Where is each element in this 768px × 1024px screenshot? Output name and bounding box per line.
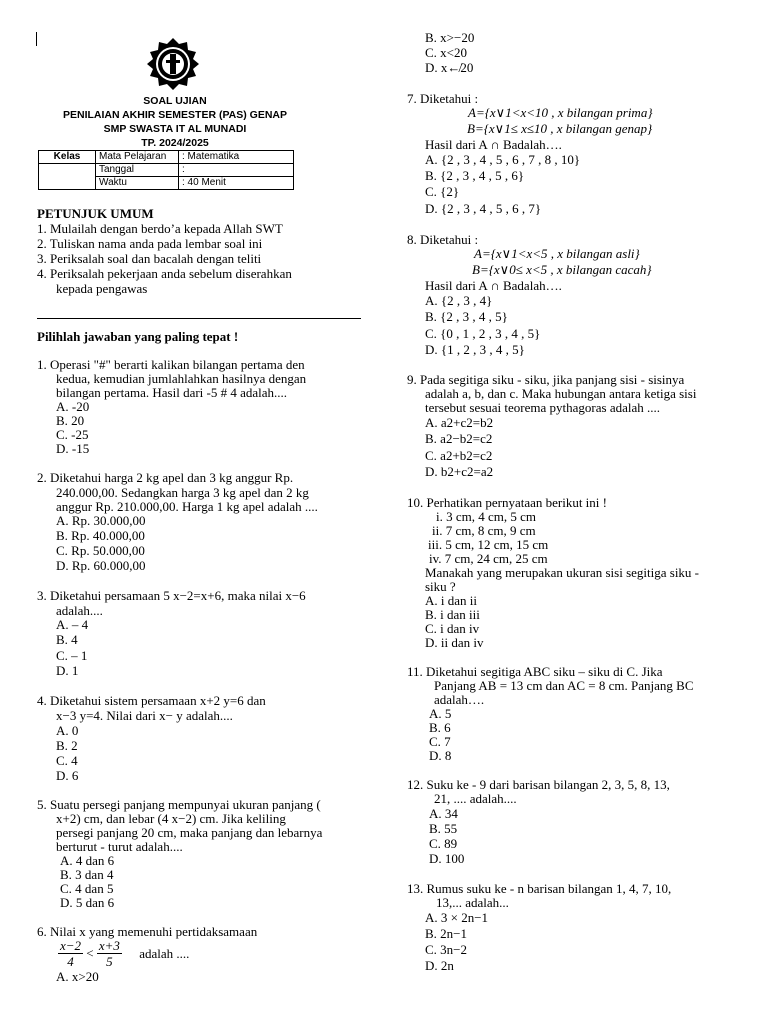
q12-option[interactable]: A. 34 [429, 806, 458, 821]
q1-option[interactable]: B. 20 [56, 413, 85, 428]
mapel-value: : Matematika [179, 151, 294, 164]
petunjuk-item: 2. Tuliskan nama anda pada lembar soal ini [37, 236, 263, 251]
page-margin-mark [36, 32, 37, 46]
q8-option[interactable]: D. {1 , 2 , 3 , 4 , 5} [425, 342, 525, 357]
q5-option[interactable]: A. 4 dan 6 [60, 853, 115, 868]
q4-stem: 4. Diketahui sistem persamaan x+2 y=6 dan [37, 693, 266, 708]
q6-frac1-den: 4 [67, 954, 74, 969]
q1-option[interactable]: C. -25 [56, 427, 89, 442]
q2-option[interactable]: C. Rp. 50.000,00 [56, 543, 145, 558]
q8-set-a: A={x∨1<x<5 , x bilangan asli} [474, 246, 640, 261]
q7-option[interactable]: D. {2 , 3 , 4 , 5 , 6 , 7} [425, 201, 542, 216]
q4-option[interactable]: B. 2 [56, 738, 78, 753]
q8-stem: 8. Diketahui : [407, 232, 479, 247]
kelas-value [39, 164, 96, 190]
q6-option[interactable]: C. x<20 [425, 45, 468, 60]
q8-set-b: B={x∨0≤ x<5 , x bilangan cacah} [472, 262, 652, 277]
q2-option[interactable]: B. Rp. 40.000,00 [56, 528, 145, 543]
q10-stem: siku ? [425, 579, 456, 594]
q9-stem: 9. Pada segitiga siku - siku, jika panjang sisi - sisinya [407, 372, 685, 387]
q6-operator: < [86, 945, 94, 961]
q9-stem: tersebut sesuai teorema pythagoras adalah .... [425, 400, 660, 415]
exam-info-table [38, 150, 294, 190]
q8-option[interactable]: B. {2 , 3 , 4 , 5} [425, 309, 508, 324]
q7-set-a: A={x∨1<x<10 , x bilangan prima} [468, 105, 653, 120]
q13-option[interactable]: B. 2n−1 [425, 926, 468, 941]
q12-stem: 12. Suku ke - 9 dari barisan bilangan 2, 3, 5, 8, 13, [407, 777, 670, 792]
q10-statement: iv. 7 cm, 24 cm, 25 cm [429, 551, 548, 566]
q2-stem: 240.000,00. Sedangkan harga 3 kg apel dan 2 kg [56, 485, 309, 500]
q2-option[interactable]: D. Rp. 60.000,00 [56, 558, 146, 573]
q1-stem: 1. Operasi "#" berarti kalikan bilangan pertama den [37, 357, 305, 372]
q11-option[interactable]: D. 8 [429, 748, 452, 763]
q5-stem: berturut - turut adalah.... [56, 839, 183, 854]
q5-option[interactable]: B. 3 dan 4 [60, 867, 114, 882]
q6-option[interactable]: D. x↚20 [425, 60, 474, 75]
q9-stem: adalah a, b, dan c. Maka hubungan antara ketiga sisi [425, 386, 697, 401]
tanggal-value: : [179, 164, 294, 177]
q10-stem: 10. Perhatikan pernyataan berikut ini ! [407, 495, 607, 510]
q3-option[interactable]: C. – 1 [56, 648, 88, 663]
waktu-value: : 40 Menit [179, 177, 294, 190]
q13-stem: 13,... adalah... [436, 895, 509, 910]
q8-option[interactable]: C. {0 , 1 , 2 , 3 , 4 , 5} [425, 326, 541, 341]
q6-frac2-den: 5 [106, 954, 113, 969]
q10-statement: i. 3 cm, 4 cm, 5 cm [436, 509, 537, 524]
q1-option[interactable]: D. -15 [56, 441, 90, 456]
divider [37, 318, 361, 319]
q12-stem: 21, .... adalah.... [434, 791, 517, 806]
q4-option[interactable]: C. 4 [56, 753, 78, 768]
q7-option[interactable]: C. {2} [425, 184, 460, 199]
exam-subtitle: PENILAIAN AKHIR SEMESTER (PAS) GENAP [62, 109, 288, 121]
q9-option[interactable]: A. a2+c2=b2 [425, 415, 494, 430]
q12-option[interactable]: D. 100 [429, 851, 465, 866]
school-name: SMP SWASTA IT AL MUNADI [103, 123, 247, 135]
q10-stem: Manakah yang merupakan ukuran sisi segitiga siku - [425, 565, 700, 580]
petunjuk-title: PETUNJUK UMUM [37, 206, 154, 221]
q2-stem: anggur Rp. 210.000,00. Harga 1 kg apel adalah .... [56, 499, 318, 514]
q3-option[interactable]: B. 4 [56, 632, 78, 647]
q13-stem: 13. Rumus suku ke - n barisan bilangan 1, 4, 7, 10, [407, 881, 672, 896]
q9-option[interactable]: D. b2+c2=a2 [425, 464, 494, 479]
q10-statement: iii. 5 cm, 12 cm, 15 cm [428, 537, 549, 552]
q1-stem: kedua, kemudian jumlahlahkan hasilnya dengan [56, 371, 307, 386]
q7-set-b: B={x∨1≤ x≤10 , x bilangan genap} [467, 121, 653, 136]
q6-fraction-left [58, 938, 83, 969]
q3-stem: adalah.... [56, 603, 103, 618]
q9-option[interactable]: C. a2+b2=c2 [425, 448, 493, 463]
q5-stem: 5. Suatu persegi panjang mempunyai ukuran panjang ( [37, 797, 321, 812]
q10-statement: ii. 7 cm, 8 cm, 9 cm [432, 523, 536, 538]
q7-option[interactable]: B. {2 , 3 , 4 , 5 , 6} [425, 168, 525, 183]
q1-option[interactable]: A. -20 [56, 399, 90, 414]
q10-option[interactable]: C. i dan iv [425, 621, 480, 636]
school-logo [141, 36, 205, 92]
exam-title: SOAL UJIAN [143, 95, 207, 107]
q5-option[interactable]: C. 4 dan 5 [60, 881, 114, 896]
q8-stem: Hasil dari A ∩ Badalah…. [425, 278, 562, 293]
q6-option[interactable]: B. x>−20 [425, 30, 475, 45]
q3-option[interactable]: A. – 4 [56, 617, 89, 632]
q5-stem: x+2) cm, dan lebar (4 x−2) cm. Jika keliling [56, 811, 286, 826]
q6-option[interactable]: A. x>20 [56, 969, 99, 984]
kelas-label: Kelas [39, 151, 96, 164]
q6-stem: 6. Nilai x yang memenuhi pertidaksamaan [37, 924, 258, 939]
q6-tail: adalah .... [139, 945, 190, 961]
q4-stem: x−3 y=4. Nilai dari x− y adalah.... [56, 708, 233, 723]
tanggal-label: Tanggal [96, 164, 179, 177]
q9-option[interactable]: B. a2−b2=c2 [425, 431, 493, 446]
q13-option[interactable]: D. 2n [425, 958, 454, 973]
q10-option[interactable]: D. ii dan iv [425, 635, 484, 650]
q11-option[interactable]: B. 6 [429, 720, 451, 735]
q13-option[interactable]: A. 3 × 2n−1 [425, 910, 489, 925]
q5-option[interactable]: D. 5 dan 6 [60, 895, 115, 910]
petunjuk-item: 3. Periksalah soal dan bacalah dengan teliti [37, 251, 262, 266]
q6-frac2-num: x+3 [98, 938, 120, 953]
q10-option[interactable]: B. i dan iii [425, 607, 480, 622]
q7-option[interactable]: A. {2 , 3 , 4 , 5 , 6 , 7 , 8 , 10} [425, 152, 581, 167]
petunjuk-item: kepada pengawas [56, 281, 148, 296]
q6-fraction-right [97, 938, 122, 969]
q5-stem: persegi panjang 20 cm, maka panjang dan lebarnya [56, 825, 323, 840]
q6-frac1-num: x−2 [60, 938, 82, 953]
q1-stem: bilangan pertama. Hasil dari -5 # 4 adalah.... [56, 385, 288, 400]
q4-option[interactable]: A. 0 [56, 723, 79, 738]
petunjuk-item: 1. Mulailah dengan berdo’a kepada Allah SWT [37, 221, 283, 236]
q11-stem: Panjang AB = 13 cm dan AC = 8 cm. Panjang BC [434, 678, 694, 693]
mapel-label: Mata Pelajaran [96, 151, 179, 164]
q4-option[interactable]: D. 6 [56, 768, 79, 783]
q12-option[interactable]: B. 55 [429, 821, 458, 836]
q11-stem: adalah…. [434, 692, 485, 707]
q7-stem: Hasil dari A ∩ Badalah…. [425, 137, 562, 152]
school-year: TP. 2024/2025 [141, 137, 209, 149]
q12-option[interactable]: C. 89 [429, 836, 458, 851]
q7-stem: 7. Diketahui : [407, 91, 479, 106]
q2-option[interactable]: A. Rp. 30.000,00 [56, 513, 146, 528]
q3-option[interactable]: D. 1 [56, 663, 79, 678]
q2-stem: 2. Diketahui harga 2 kg apel dan 3 kg anggur Rp. [37, 470, 294, 485]
q8-option[interactable]: A. {2 , 3 , 4} [425, 293, 493, 308]
petunjuk-item: 4. Periksalah pekerjaan anda sebelum diserahkan [37, 266, 292, 281]
q3-stem: 3. Diketahui persamaan 5 x−2=x+6, maka nilai x−6 [37, 588, 306, 603]
waktu-label: Waktu [96, 177, 179, 190]
q11-option[interactable]: A. 5 [429, 706, 452, 721]
instruction: Pilihlah jawaban yang paling tepat ! [37, 329, 239, 344]
q13-option[interactable]: C. 3n−2 [425, 942, 468, 957]
q6-inequality [58, 938, 189, 969]
q11-option[interactable]: C. 7 [429, 734, 451, 749]
q10-option[interactable]: A. i dan ii [425, 593, 477, 608]
q11-stem: 11. Diketahui segitiga ABC siku – siku di C. Jika [407, 664, 663, 679]
